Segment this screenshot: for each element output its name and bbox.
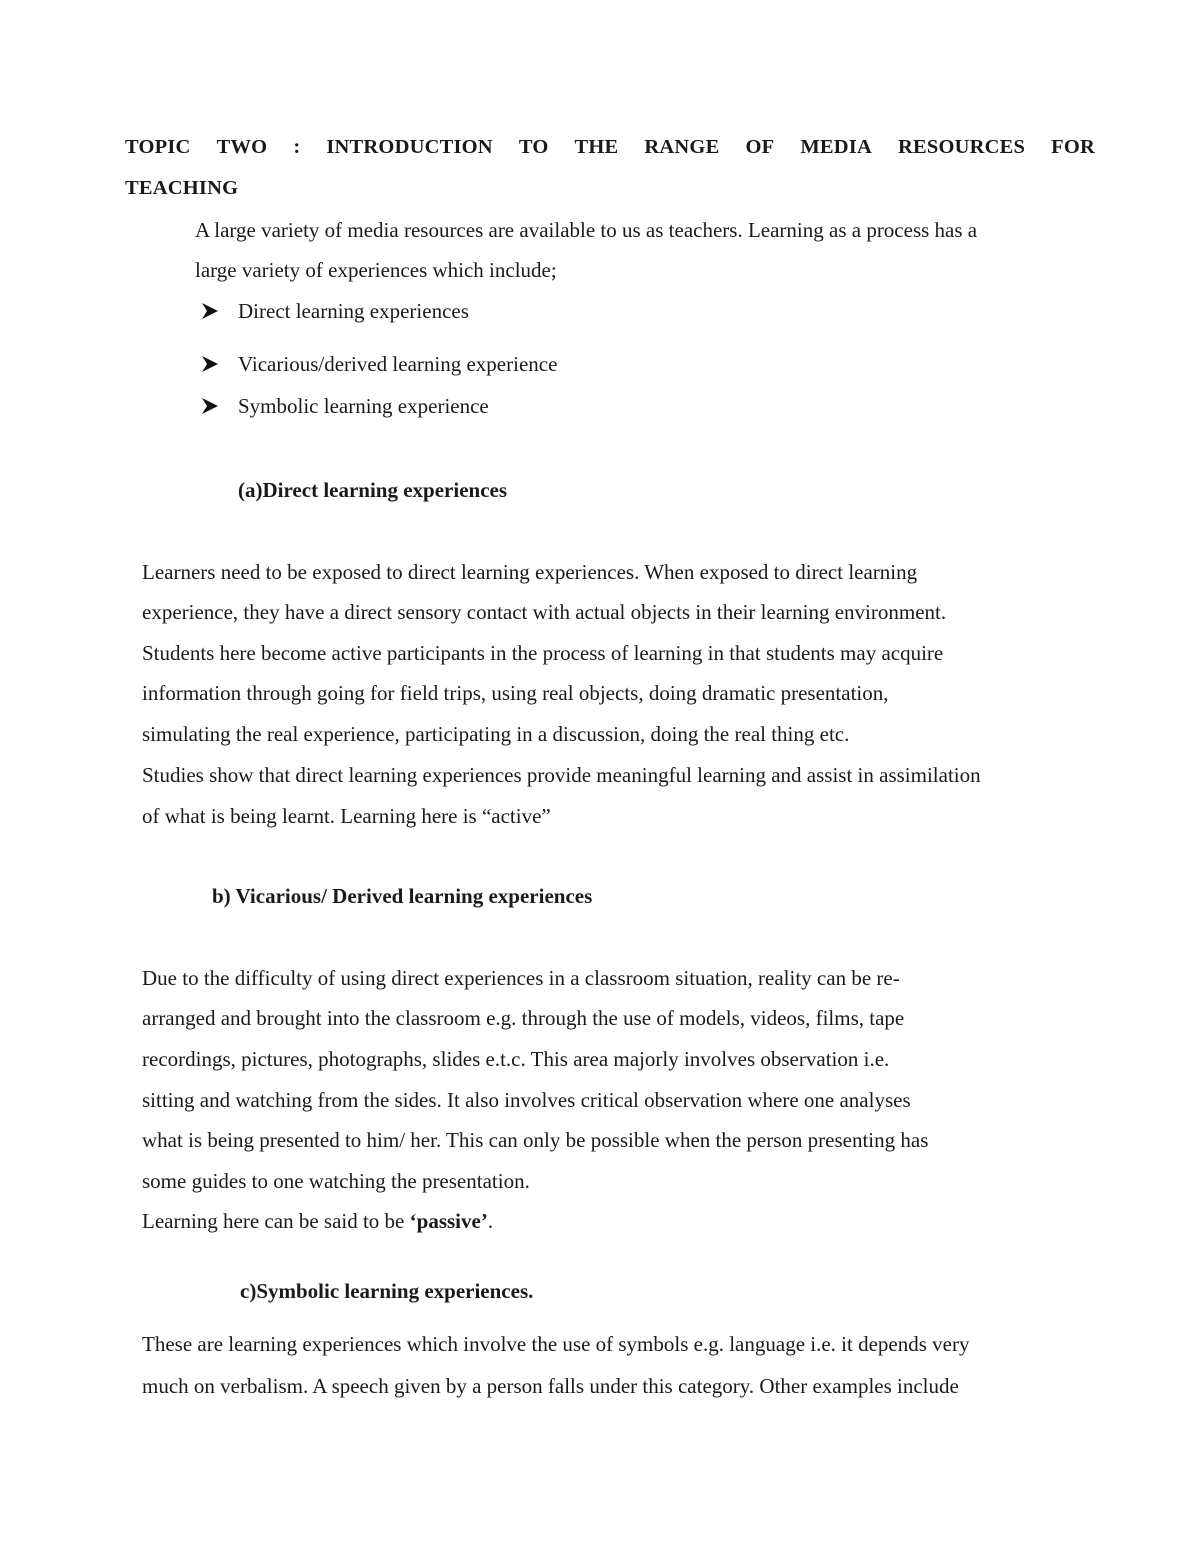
intro-line-2: large variety of experiences which include;: [195, 258, 557, 282]
paragraph-line: some guides to one watching the presentation.: [142, 1169, 530, 1193]
title-word: THE: [574, 136, 619, 158]
intro-line-1: A large variety of media resources are available to us as teachers. Learning as a process has a: [195, 218, 978, 242]
paragraph-line: These are learning experiences which involve the use of symbols e.g. language i.e. it depends very: [142, 1332, 970, 1356]
title-word: FOR: [1051, 136, 1095, 158]
topic-title-line-1: [125, 136, 1095, 159]
paragraph-line: sitting and watching from the sides. It also involves critical observation where one analyses: [142, 1088, 911, 1112]
bullet-text: Symbolic learning experience: [238, 394, 489, 418]
title-word: TO: [518, 136, 549, 158]
arrowhead-bullet-icon: [201, 397, 219, 415]
paragraph-line: Studies show that direct learning experiences provide meaningful learning and assist in assimilation: [142, 763, 981, 787]
title-word: TWO: [216, 136, 268, 158]
paragraph-line: information through going for field trips, using real objects, doing dramatic presentation,: [142, 681, 889, 705]
paragraph-line: Learners need to be exposed to direct learning experiences. When exposed to direct learning: [142, 560, 918, 584]
passive-suffix: .: [487, 1209, 494, 1233]
paragraph-line: Students here become active participants in the process of learning in that students may acquire: [142, 641, 944, 665]
paragraph-line: what is being presented to him/ her. This can only be possible when the person presenting has: [142, 1128, 929, 1152]
paragraph-line: experience, they have a direct sensory contact with actual objects in their learning environment.: [142, 600, 947, 624]
topic-title-line-2: TEACHING: [125, 177, 239, 199]
section-c-heading: c)Symbolic learning experiences.: [240, 1279, 534, 1303]
title-word: INTRODUCTION: [326, 136, 493, 158]
bullet-text: Vicarious/derived learning experience: [238, 352, 558, 376]
title-word: OF: [745, 136, 775, 158]
bullet-text: Direct learning experiences: [238, 299, 469, 323]
passive-prefix: Learning here can be said to be: [142, 1209, 410, 1233]
title-word: :: [293, 136, 301, 158]
paragraph-line: much on verbalism. A speech given by a person falls under this category. Other examples include: [142, 1374, 959, 1398]
paragraph-line: arranged and brought into the classroom e.g. through the use of models, videos, films, tape: [142, 1006, 905, 1030]
title-word: TOPIC: [125, 136, 191, 158]
arrowhead-bullet-icon: [201, 355, 219, 373]
paragraph-last-line: [142, 1209, 493, 1234]
title-word: MEDIA: [800, 136, 872, 158]
paragraph-line: recordings, pictures, photographs, slides e.t.c. This area majorly involves observation i.e.: [142, 1047, 890, 1071]
paragraph-line: Due to the difficulty of using direct experiences in a classroom situation, reality can be re-: [142, 966, 900, 990]
arrowhead-bullet-icon: [201, 302, 219, 320]
section-b-heading: b) Vicarious/ Derived learning experiences: [212, 884, 593, 908]
title-word: RANGE: [644, 136, 720, 158]
title-word: RESOURCES: [897, 136, 1026, 158]
section-a-heading: (a)Direct learning experiences: [238, 478, 508, 502]
paragraph-line: of what is being learnt. Learning here is “active”: [142, 804, 551, 828]
paragraph-line: simulating the real experience, participating in a discussion, doing the real thing etc.: [142, 722, 850, 746]
passive-term: ‘passive’: [409, 1209, 488, 1233]
